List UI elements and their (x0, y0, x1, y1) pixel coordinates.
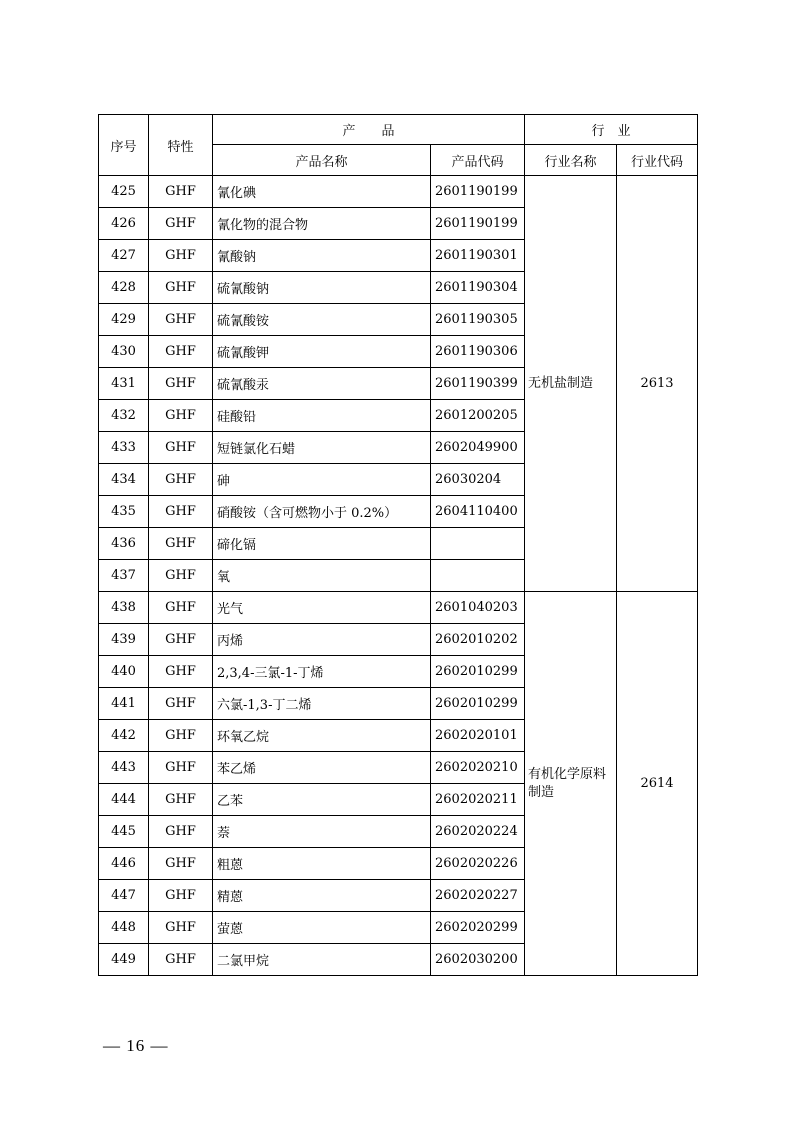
row-attribute: GHF (149, 400, 213, 432)
row-number: 435 (99, 496, 149, 528)
row-attribute: GHF (149, 496, 213, 528)
table-row (99, 592, 698, 624)
row-number: 440 (99, 656, 149, 688)
product-code: 2602020211 (431, 784, 525, 816)
header-seq: 序号 (99, 115, 149, 176)
product-name: 碲化镉 (213, 528, 431, 560)
product-code (431, 528, 525, 560)
product-code (431, 560, 525, 592)
product-name: 氰化碘 (213, 176, 431, 208)
product-name: 硫氰酸铵 (213, 304, 431, 336)
product-name: 氰酸钠 (213, 240, 431, 272)
row-attribute: GHF (149, 624, 213, 656)
row-attribute: GHF (149, 336, 213, 368)
row-number: 431 (99, 368, 149, 400)
page-number: — 16 — (103, 1036, 169, 1055)
product-name: 硫氰酸汞 (213, 368, 431, 400)
row-attribute: GHF (149, 272, 213, 304)
row-number: 439 (99, 624, 149, 656)
product-code: 2601190301 (431, 240, 525, 272)
row-number: 445 (99, 816, 149, 848)
row-number: 449 (99, 944, 149, 976)
row-number: 437 (99, 560, 149, 592)
row-attribute: GHF (149, 752, 213, 784)
header-product-code: 产品代码 (431, 145, 525, 176)
row-attribute: GHF (149, 208, 213, 240)
product-name: 硝酸铵（含可燃物小于 0.2%） (213, 496, 431, 528)
row-attribute: GHF (149, 592, 213, 624)
product-name: 氧 (213, 560, 431, 592)
product-code: 2601190304 (431, 272, 525, 304)
product-code: 2602049900 (431, 432, 525, 464)
product-code: 2602020224 (431, 816, 525, 848)
row-number: 429 (99, 304, 149, 336)
row-attribute: GHF (149, 784, 213, 816)
product-code: 2601190306 (431, 336, 525, 368)
row-attribute: GHF (149, 816, 213, 848)
row-number: 433 (99, 432, 149, 464)
product-code: 2601190399 (431, 368, 525, 400)
row-number: 425 (99, 176, 149, 208)
product-code: 2601190305 (431, 304, 525, 336)
product-code: 2601200205 (431, 400, 525, 432)
product-name: 环氧乙烷 (213, 720, 431, 752)
product-name: 乙苯 (213, 784, 431, 816)
row-attribute: GHF (149, 880, 213, 912)
product-code: 26030204 (431, 464, 525, 496)
header-product-group: 产 品 (213, 115, 525, 145)
row-attribute: GHF (149, 688, 213, 720)
industry-name: 无机盐制造 (525, 176, 617, 592)
product-code: 2602010299 (431, 688, 525, 720)
product-name: 硅酸铅 (213, 400, 431, 432)
table-row (99, 176, 698, 208)
row-attribute: GHF (149, 848, 213, 880)
row-attribute: GHF (149, 464, 213, 496)
product-code: 2601190199 (431, 176, 525, 208)
row-number: 444 (99, 784, 149, 816)
row-number: 428 (99, 272, 149, 304)
row-number: 448 (99, 912, 149, 944)
row-number: 447 (99, 880, 149, 912)
product-name: 短链氯化石蜡 (213, 432, 431, 464)
product-code: 2602020227 (431, 880, 525, 912)
row-attribute: GHF (149, 720, 213, 752)
product-code: 2601040203 (431, 592, 525, 624)
row-number: 441 (99, 688, 149, 720)
product-code: 2602020299 (431, 912, 525, 944)
product-code: 2602020101 (431, 720, 525, 752)
row-number: 432 (99, 400, 149, 432)
product-name: 硫氰酸钠 (213, 272, 431, 304)
industry-code: 2613 (617, 176, 698, 592)
product-code: 2604110400 (431, 496, 525, 528)
product-name: 萘 (213, 816, 431, 848)
row-attribute: GHF (149, 176, 213, 208)
product-name: 精蒽 (213, 880, 431, 912)
row-attribute: GHF (149, 432, 213, 464)
product-name: 光气 (213, 592, 431, 624)
row-number: 434 (99, 464, 149, 496)
product-code: 2602010299 (431, 656, 525, 688)
product-code: 2602020226 (431, 848, 525, 880)
header-industry-code: 行业代码 (617, 145, 698, 176)
row-attribute: GHF (149, 656, 213, 688)
row-attribute: GHF (149, 240, 213, 272)
industry-name: 有机化学原料制造 (525, 592, 617, 976)
product-name: 六氯-1,3-丁二烯 (213, 688, 431, 720)
row-attribute: GHF (149, 912, 213, 944)
row-attribute: GHF (149, 368, 213, 400)
row-number: 442 (99, 720, 149, 752)
header-attr: 特性 (149, 115, 213, 176)
header-industry-name: 行业名称 (525, 145, 617, 176)
table-body (99, 176, 698, 976)
row-number: 436 (99, 528, 149, 560)
product-name: 硫氰酸钾 (213, 336, 431, 368)
row-attribute: GHF (149, 528, 213, 560)
product-industry-table (98, 114, 698, 976)
row-attribute: GHF (149, 560, 213, 592)
row-number: 438 (99, 592, 149, 624)
product-code: 2602020210 (431, 752, 525, 784)
row-number: 443 (99, 752, 149, 784)
header-product-name: 产品名称 (213, 145, 431, 176)
row-number: 430 (99, 336, 149, 368)
industry-code: 2614 (617, 592, 698, 976)
row-attribute: GHF (149, 304, 213, 336)
product-code: 2601190199 (431, 208, 525, 240)
row-number: 446 (99, 848, 149, 880)
row-number: 427 (99, 240, 149, 272)
product-name: 萤蒽 (213, 912, 431, 944)
product-name: 2,3,4-三氯-1-丁烯 (213, 656, 431, 688)
product-name: 粗蒽 (213, 848, 431, 880)
product-name: 苯乙烯 (213, 752, 431, 784)
product-code: 2602030200 (431, 944, 525, 976)
product-name: 二氯甲烷 (213, 944, 431, 976)
row-attribute: GHF (149, 944, 213, 976)
product-name: 丙烯 (213, 624, 431, 656)
product-name: 砷 (213, 464, 431, 496)
product-name: 氰化物的混合物 (213, 208, 431, 240)
header-industry-group: 行 业 (525, 115, 698, 145)
row-number: 426 (99, 208, 149, 240)
product-code: 2602010202 (431, 624, 525, 656)
